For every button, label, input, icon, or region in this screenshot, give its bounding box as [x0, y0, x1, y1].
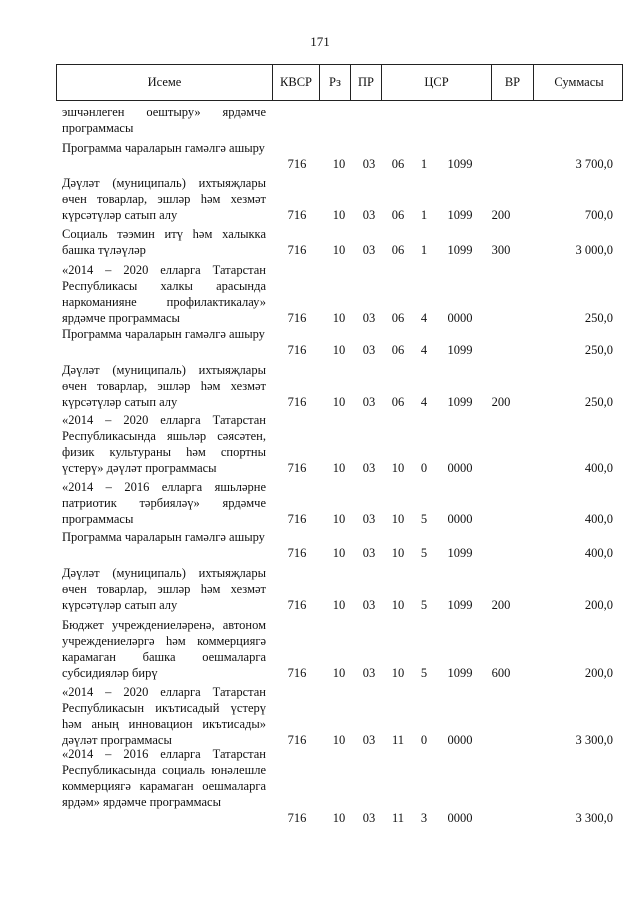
header-csr: ЦСР — [381, 65, 491, 100]
row-rz: 10 — [332, 311, 346, 325]
row-pr: 03 — [362, 157, 376, 171]
row-kvsr: 716 — [287, 311, 307, 325]
row-csr-direction: 0000 — [447, 311, 473, 325]
row-csr-program: 06 — [391, 311, 405, 325]
row-kvsr: 716 — [287, 811, 307, 825]
row-name: «2014 – 2020 елларга Татарстан Республикасында яшьләр сәясәтен, физик культураны һәм спортны үстерү» дәүләт программасы — [62, 413, 266, 475]
table-row — [0, 140, 640, 172]
row-name: Программа чараларын гамәлгә ашыру — [62, 530, 265, 544]
row-sum: 700,0 — [584, 208, 613, 222]
row-pr: 03 — [362, 811, 376, 825]
row-csr-subprogram: 5 — [420, 512, 428, 526]
row-pr: 03 — [362, 733, 376, 747]
table-row — [0, 362, 640, 410]
header-vr: ВР — [491, 65, 533, 100]
header-kvsr: КВСР — [272, 65, 319, 100]
row-csr-program: 06 — [391, 343, 405, 357]
header-sum: Суммасы — [533, 65, 624, 100]
row-sum: 400,0 — [584, 546, 613, 560]
table-row — [0, 226, 640, 258]
table-row — [0, 565, 640, 613]
row-csr-program: 11 — [391, 733, 405, 747]
row-csr-direction: 1099 — [447, 598, 473, 612]
row-csr-subprogram: 5 — [420, 598, 428, 612]
row-csr-subprogram: 1 — [420, 208, 428, 222]
row-csr-program: 10 — [391, 512, 405, 526]
header-rz: Рз — [319, 65, 350, 100]
table-row — [0, 104, 640, 136]
row-name: Бюджет учреждениеләренә, автоном учреждениеләргә һәм коммерциягә карамаган башка оешмаларга субсидияләр бирү — [62, 618, 266, 680]
row-csr-subprogram: 3 — [420, 811, 428, 825]
row-vr: 600 — [491, 666, 511, 680]
row-vr: 200 — [491, 598, 511, 612]
row-rz: 10 — [332, 811, 346, 825]
row-csr-direction: 1099 — [447, 157, 473, 171]
row-csr-program: 10 — [391, 546, 405, 560]
row-kvsr: 716 — [287, 243, 307, 257]
row-name: Дәүләт (муниципаль) ихтыяҗлары өчен товарлар, эшләр һәм хезмәт күрсәтүләр сатып алу — [62, 363, 266, 409]
row-kvsr: 716 — [287, 546, 307, 560]
row-csr-program: 06 — [391, 157, 405, 171]
table-row — [0, 746, 640, 826]
page-number: 171 — [310, 34, 330, 49]
row-pr: 03 — [362, 666, 376, 680]
row-pr: 03 — [362, 395, 376, 409]
row-csr-direction: 1099 — [447, 666, 473, 680]
row-kvsr: 716 — [287, 395, 307, 409]
row-kvsr: 716 — [287, 666, 307, 680]
row-csr-program: 06 — [391, 243, 405, 257]
row-sum: 400,0 — [584, 461, 613, 475]
row-name: «2014 – 2020 елларга Татарстан Республикасы халкы арасында наркоманияне профилактикалау» ярдәмче программасы — [62, 263, 266, 325]
row-name: эшчәнлеген оештыру» ярдәмче программасы — [62, 105, 266, 135]
row-vr: 300 — [491, 243, 511, 257]
row-name: «2014 – 2020 елларга Татарстан Республикасын икътисадый үстерү һәм аның инновацион икътисады» дәүләт программасы — [62, 685, 266, 747]
row-csr-subprogram: 0 — [420, 461, 428, 475]
row-pr: 03 — [362, 208, 376, 222]
row-pr: 03 — [362, 243, 376, 257]
row-csr-direction: 1099 — [447, 343, 473, 357]
row-csr-subprogram: 0 — [420, 733, 428, 747]
row-rz: 10 — [332, 598, 346, 612]
row-kvsr: 716 — [287, 512, 307, 526]
row-csr-program: 10 — [391, 461, 405, 475]
row-rz: 10 — [332, 512, 346, 526]
row-csr-direction: 1099 — [447, 208, 473, 222]
row-csr-subprogram: 5 — [420, 546, 428, 560]
header-name: Исеме — [147, 75, 182, 89]
row-rz: 10 — [332, 461, 346, 475]
row-rz: 10 — [332, 343, 346, 357]
row-rz: 10 — [332, 546, 346, 560]
row-name: Дәүләт (муниципаль) ихтыяҗлары өчен товарлар, эшләр һәм хезмәт күрсәтүләр сатып алу — [62, 566, 266, 612]
row-pr: 03 — [362, 311, 376, 325]
header-pr: ПР — [350, 65, 381, 100]
row-sum: 250,0 — [584, 395, 613, 409]
table-row — [0, 175, 640, 223]
table-row — [0, 529, 640, 561]
row-csr-subprogram: 4 — [420, 311, 428, 325]
row-pr: 03 — [362, 461, 376, 475]
row-sum: 200,0 — [584, 598, 613, 612]
row-pr: 03 — [362, 598, 376, 612]
row-csr-direction: 1099 — [447, 243, 473, 257]
row-kvsr: 716 — [287, 733, 307, 747]
row-rz: 10 — [332, 208, 346, 222]
row-kvsr: 716 — [287, 343, 307, 357]
row-csr-program: 11 — [391, 811, 405, 825]
row-csr-subprogram: 5 — [420, 666, 428, 680]
row-sum: 400,0 — [584, 512, 613, 526]
row-name: Программа чараларын гамәлгә ашыру — [62, 327, 265, 341]
row-pr: 03 — [362, 343, 376, 357]
row-csr-direction: 1099 — [447, 395, 473, 409]
row-sum: 3 700,0 — [575, 157, 613, 171]
table-row — [0, 262, 640, 326]
table-row — [0, 479, 640, 527]
row-name: Программа чараларын гамәлгә ашыру — [62, 141, 265, 155]
table-row — [0, 684, 640, 748]
row-csr-direction: 0000 — [447, 811, 473, 825]
row-csr-subprogram: 4 — [420, 395, 428, 409]
row-rz: 10 — [332, 733, 346, 747]
row-csr-direction: 0000 — [447, 461, 473, 475]
row-name: «2014 – 2016 елларга яшьләрне патриотик тәрбияләү» ярдәмче программасы — [62, 480, 266, 526]
row-rz: 10 — [332, 157, 346, 171]
row-sum: 250,0 — [584, 311, 613, 325]
row-name: Дәүләт (муниципаль) ихтыяҗлары өчен товарлар, эшләр һәм хезмәт күрсәтүләр сатып алу — [62, 176, 266, 222]
table-row — [0, 412, 640, 476]
row-vr: 200 — [491, 395, 511, 409]
row-rz: 10 — [332, 243, 346, 257]
row-name: «2014 – 2016 елларга Татарстан Республикасында социаль юнәлешле коммерциягә карамаган оешмаларга ярдәм» ярдәмче программасы — [62, 747, 266, 809]
row-csr-direction: 0000 — [447, 733, 473, 747]
table-header — [56, 64, 623, 101]
row-sum: 3 000,0 — [575, 243, 613, 257]
row-csr-program: 10 — [391, 598, 405, 612]
row-csr-subprogram: 4 — [420, 343, 428, 357]
table-row — [0, 617, 640, 681]
row-kvsr: 716 — [287, 208, 307, 222]
row-csr-program: 06 — [391, 208, 405, 222]
row-sum: 250,0 — [584, 343, 613, 357]
row-csr-direction: 0000 — [447, 512, 473, 526]
row-rz: 10 — [332, 395, 346, 409]
row-csr-subprogram: 1 — [420, 157, 428, 171]
row-sum: 200,0 — [584, 666, 613, 680]
row-kvsr: 716 — [287, 157, 307, 171]
row-vr: 200 — [491, 208, 511, 222]
row-sum: 3 300,0 — [575, 733, 613, 747]
row-pr: 03 — [362, 512, 376, 526]
row-name: Социаль тәэмин итү һәм халыкка башка түләүләр — [62, 227, 266, 257]
row-csr-program: 06 — [391, 395, 405, 409]
row-rz: 10 — [332, 666, 346, 680]
row-kvsr: 716 — [287, 461, 307, 475]
row-csr-direction: 1099 — [447, 546, 473, 560]
row-sum: 3 300,0 — [575, 811, 613, 825]
row-csr-subprogram: 1 — [420, 243, 428, 257]
row-csr-program: 10 — [391, 666, 405, 680]
row-pr: 03 — [362, 546, 376, 560]
row-kvsr: 716 — [287, 598, 307, 612]
table-row — [0, 326, 640, 358]
